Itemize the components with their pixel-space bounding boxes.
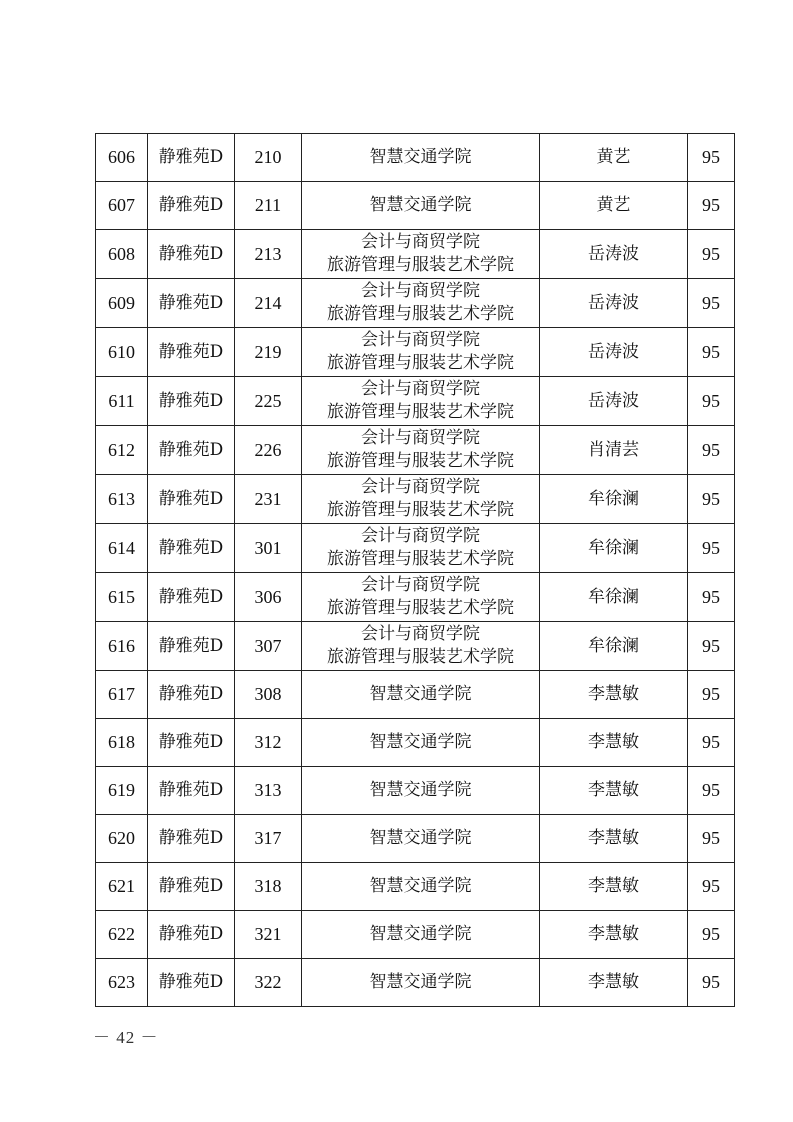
cell-building: 静雅苑D <box>148 911 235 959</box>
cell-score: 95 <box>688 524 735 573</box>
cell-serial-number: 609 <box>96 279 148 328</box>
table-row <box>96 863 735 911</box>
cell-serial-number: 614 <box>96 524 148 573</box>
cell-score: 95 <box>688 573 735 622</box>
college-name: 会计与商贸学院 <box>361 379 480 399</box>
cell-building: 静雅苑D <box>148 182 235 230</box>
cell-serial-number: 607 <box>96 182 148 230</box>
cell-college <box>302 959 540 1007</box>
cell-building: 静雅苑D <box>148 719 235 767</box>
cell-person: 牟徐澜 <box>540 622 688 671</box>
cell-score: 95 <box>688 815 735 863</box>
cell-building: 静雅苑D <box>148 328 235 377</box>
cell-score: 95 <box>688 134 735 182</box>
cell-serial-number: 606 <box>96 134 148 182</box>
cell-college <box>302 573 540 622</box>
cell-person: 岳涛波 <box>540 328 688 377</box>
cell-building: 静雅苑D <box>148 426 235 475</box>
college-name: 智慧交通学院 <box>369 684 472 704</box>
cell-person: 李慧敏 <box>540 767 688 815</box>
cell-college <box>302 475 540 524</box>
cell-college <box>302 815 540 863</box>
cell-room: 213 <box>235 230 302 279</box>
cell-room: 307 <box>235 622 302 671</box>
college-name: 智慧交通学院 <box>369 924 472 944</box>
college-name: 智慧交通学院 <box>369 972 472 992</box>
cell-serial-number: 621 <box>96 863 148 911</box>
table-row <box>96 573 735 622</box>
table-row <box>96 377 735 426</box>
college-name: 会计与商贸学院 <box>361 428 480 448</box>
cell-college <box>302 911 540 959</box>
cell-college <box>302 230 540 279</box>
college-name: 旅游管理与服装艺术学院 <box>327 402 514 422</box>
table-row <box>96 475 735 524</box>
college-name: 旅游管理与服装艺术学院 <box>327 647 514 667</box>
cell-building: 静雅苑D <box>148 622 235 671</box>
college-name: 会计与商贸学院 <box>361 281 480 301</box>
college-name: 智慧交通学院 <box>369 732 472 752</box>
cell-college <box>302 671 540 719</box>
cell-person: 李慧敏 <box>540 671 688 719</box>
table-row <box>96 182 735 230</box>
cell-serial-number: 610 <box>96 328 148 377</box>
table-row <box>96 767 735 815</box>
cell-person: 岳涛波 <box>540 279 688 328</box>
table-row <box>96 815 735 863</box>
cell-score: 95 <box>688 767 735 815</box>
cell-college <box>302 279 540 328</box>
cell-score: 95 <box>688 328 735 377</box>
cell-building: 静雅苑D <box>148 134 235 182</box>
college-name: 旅游管理与服装艺术学院 <box>327 549 514 569</box>
table-row <box>96 622 735 671</box>
college-name: 旅游管理与服装艺术学院 <box>327 598 514 618</box>
cell-college <box>302 767 540 815</box>
cell-room: 317 <box>235 815 302 863</box>
college-name: 会计与商贸学院 <box>361 232 480 252</box>
college-name: 智慧交通学院 <box>369 780 472 800</box>
table-row <box>96 911 735 959</box>
cell-college <box>302 524 540 573</box>
cell-score: 95 <box>688 230 735 279</box>
cell-serial-number: 613 <box>96 475 148 524</box>
cell-room: 308 <box>235 671 302 719</box>
cell-person: 黄艺 <box>540 134 688 182</box>
cell-score: 95 <box>688 911 735 959</box>
cell-person: 岳涛波 <box>540 377 688 426</box>
college-name: 会计与商贸学院 <box>361 575 480 595</box>
cell-room: 226 <box>235 426 302 475</box>
cell-serial-number: 615 <box>96 573 148 622</box>
cell-person: 牟徐澜 <box>540 475 688 524</box>
cell-building: 静雅苑D <box>148 671 235 719</box>
table-row <box>96 719 735 767</box>
cell-room: 301 <box>235 524 302 573</box>
cell-serial-number: 622 <box>96 911 148 959</box>
cell-score: 95 <box>688 182 735 230</box>
cell-person: 牟徐澜 <box>540 573 688 622</box>
cell-building: 静雅苑D <box>148 279 235 328</box>
college-name: 旅游管理与服装艺术学院 <box>327 304 514 324</box>
table-row <box>96 279 735 328</box>
cell-person: 黄艺 <box>540 182 688 230</box>
cell-score: 95 <box>688 475 735 524</box>
table-row <box>96 671 735 719</box>
table-body <box>96 134 735 1007</box>
cell-building: 静雅苑D <box>148 863 235 911</box>
cell-serial-number: 616 <box>96 622 148 671</box>
cell-college <box>302 863 540 911</box>
cell-room: 313 <box>235 767 302 815</box>
cell-college <box>302 426 540 475</box>
cell-serial-number: 617 <box>96 671 148 719</box>
college-name: 会计与商贸学院 <box>361 624 480 644</box>
cell-room: 211 <box>235 182 302 230</box>
dormitory-score-table <box>95 133 735 1007</box>
table-row <box>96 959 735 1007</box>
table-row <box>96 230 735 279</box>
cell-score: 95 <box>688 863 735 911</box>
college-name: 旅游管理与服装艺术学院 <box>327 451 514 471</box>
cell-college <box>302 134 540 182</box>
cell-room: 318 <box>235 863 302 911</box>
cell-person: 牟徐澜 <box>540 524 688 573</box>
cell-building: 静雅苑D <box>148 767 235 815</box>
cell-college <box>302 377 540 426</box>
college-name: 旅游管理与服装艺术学院 <box>327 255 514 275</box>
cell-score: 95 <box>688 426 735 475</box>
cell-room: 225 <box>235 377 302 426</box>
college-name: 会计与商贸学院 <box>361 330 480 350</box>
cell-building: 静雅苑D <box>148 573 235 622</box>
cell-room: 306 <box>235 573 302 622</box>
table-row <box>96 328 735 377</box>
cell-person: 肖清芸 <box>540 426 688 475</box>
cell-score: 95 <box>688 671 735 719</box>
cell-serial-number: 620 <box>96 815 148 863</box>
college-name: 智慧交通学院 <box>369 195 472 215</box>
cell-building: 静雅苑D <box>148 230 235 279</box>
cell-serial-number: 611 <box>96 377 148 426</box>
cell-score: 95 <box>688 719 735 767</box>
college-name: 智慧交通学院 <box>369 147 472 167</box>
cell-room: 219 <box>235 328 302 377</box>
cell-room: 214 <box>235 279 302 328</box>
college-name: 会计与商贸学院 <box>361 526 480 546</box>
cell-serial-number: 623 <box>96 959 148 1007</box>
cell-person: 李慧敏 <box>540 959 688 1007</box>
college-name: 会计与商贸学院 <box>361 477 480 497</box>
cell-building: 静雅苑D <box>148 815 235 863</box>
cell-building: 静雅苑D <box>148 475 235 524</box>
table-row <box>96 524 735 573</box>
college-name: 旅游管理与服装艺术学院 <box>327 500 514 520</box>
page-number: － 42 － <box>93 1028 159 1047</box>
cell-building: 静雅苑D <box>148 959 235 1007</box>
cell-room: 321 <box>235 911 302 959</box>
cell-score: 95 <box>688 959 735 1007</box>
cell-score: 95 <box>688 622 735 671</box>
cell-building: 静雅苑D <box>148 377 235 426</box>
college-name: 智慧交通学院 <box>369 876 472 896</box>
cell-college <box>302 328 540 377</box>
cell-college <box>302 182 540 230</box>
cell-person: 李慧敏 <box>540 911 688 959</box>
cell-person: 李慧敏 <box>540 815 688 863</box>
cell-room: 231 <box>235 475 302 524</box>
cell-person: 李慧敏 <box>540 863 688 911</box>
cell-building: 静雅苑D <box>148 524 235 573</box>
cell-serial-number: 619 <box>96 767 148 815</box>
cell-serial-number: 608 <box>96 230 148 279</box>
cell-college <box>302 719 540 767</box>
cell-serial-number: 612 <box>96 426 148 475</box>
college-name: 智慧交通学院 <box>369 828 472 848</box>
cell-score: 95 <box>688 279 735 328</box>
cell-score: 95 <box>688 377 735 426</box>
cell-person: 李慧敏 <box>540 719 688 767</box>
table-row <box>96 134 735 182</box>
college-name: 旅游管理与服装艺术学院 <box>327 353 514 373</box>
cell-room: 312 <box>235 719 302 767</box>
cell-room: 322 <box>235 959 302 1007</box>
table-row <box>96 426 735 475</box>
cell-serial-number: 618 <box>96 719 148 767</box>
cell-college <box>302 622 540 671</box>
cell-person: 岳涛波 <box>540 230 688 279</box>
cell-room: 210 <box>235 134 302 182</box>
